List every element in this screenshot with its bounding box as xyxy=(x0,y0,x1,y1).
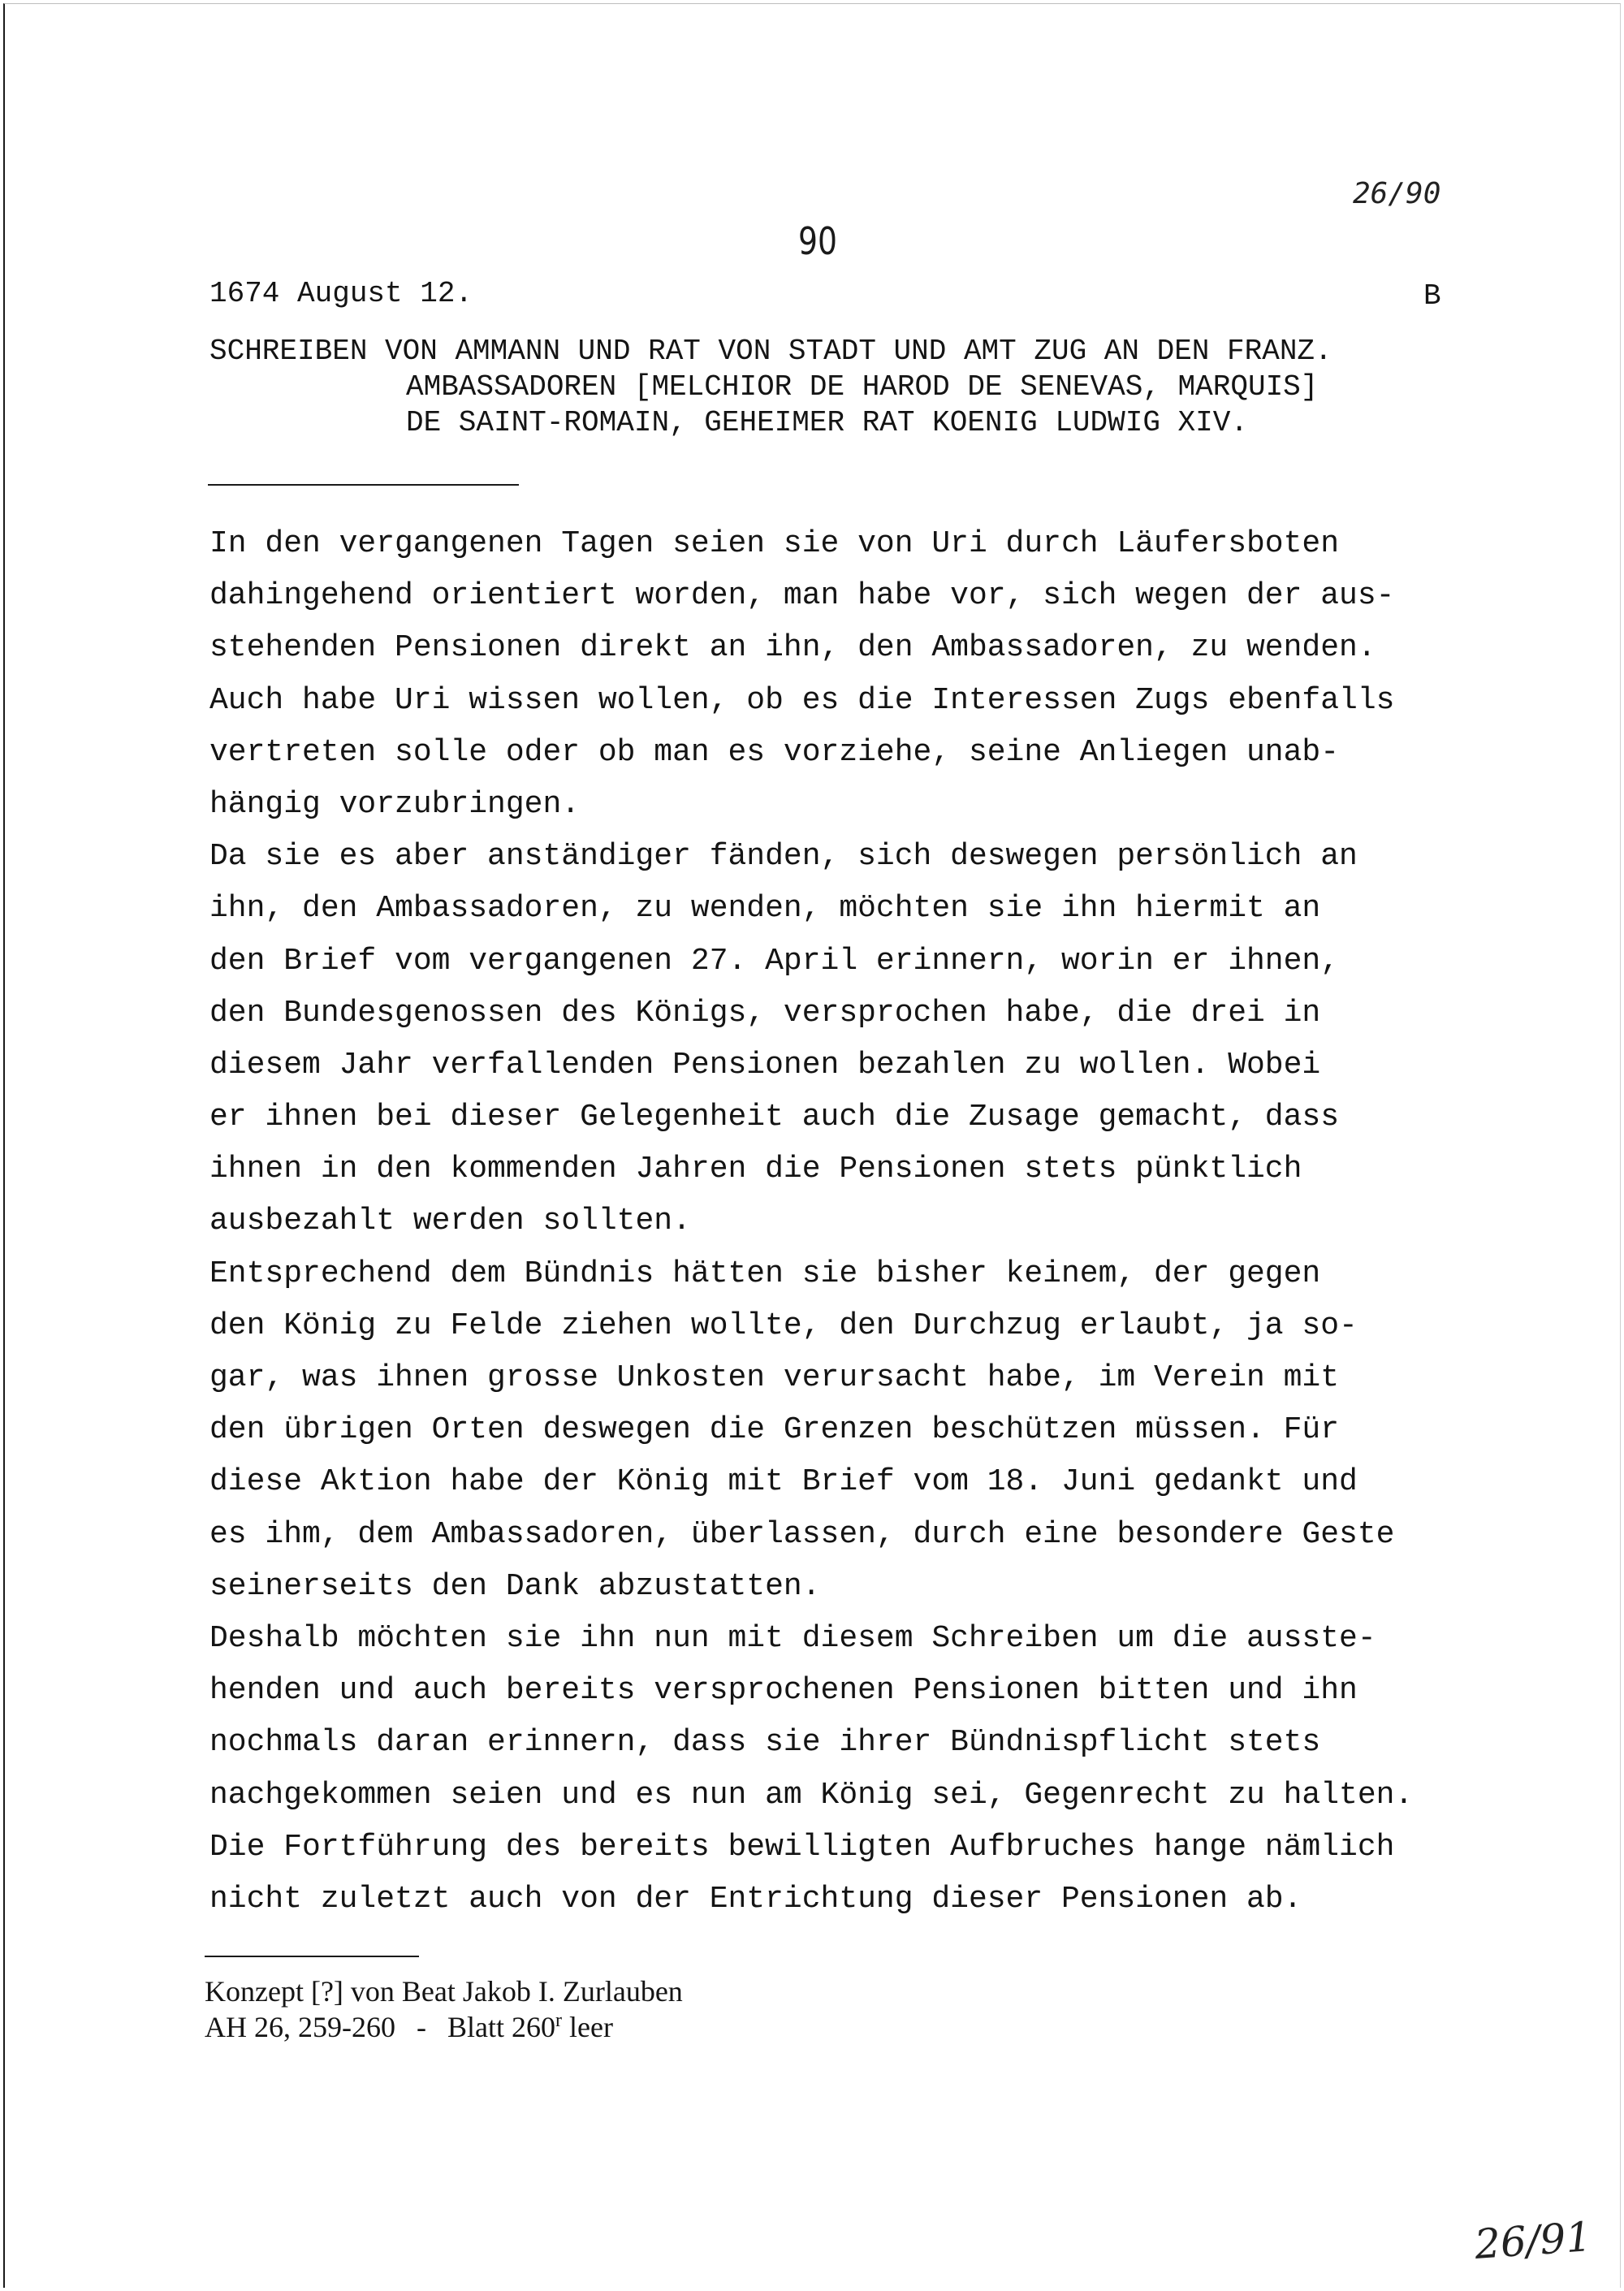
body-line: henden und auch bereits versprochenen Pensionen bitten und ihn xyxy=(209,1673,1358,1709)
body-text xyxy=(209,518,1476,1926)
section-letter: B xyxy=(1423,279,1441,313)
body-line: ihn, den Ambassadoren, zu wenden, möchten sie ihn hiermit an xyxy=(209,891,1321,927)
body-line: nicht zuletzt auch von der Entrichtung dieser Pensionen ab. xyxy=(209,1881,1302,1917)
body-line: den Bundesgenossen des Königs, versprochen habe, die drei in xyxy=(209,995,1321,1031)
footnote-blatt: Blatt 260 xyxy=(447,2011,555,2043)
document-heading xyxy=(209,334,1332,441)
body-line: es ihm, dem Ambassadoren, überlassen, durch eine besondere Geste xyxy=(209,1516,1395,1552)
body-line: Entsprechend dem Bündnis hätten sie bisher keinem, der gegen xyxy=(209,1256,1321,1291)
footnote-superscript: r xyxy=(555,2010,562,2031)
archive-reference-handwritten: 26/91 xyxy=(1473,2213,1593,2268)
footnote-line-1: Konzept [?] von Beat Jakob I. Zurlauben xyxy=(205,1975,683,2008)
archive-reference-top: 26/90 xyxy=(1353,177,1441,210)
body-line: vertreten solle oder ob man es vorziehe, seine Anliegen unab- xyxy=(209,734,1340,770)
body-line: gar, was ihnen grosse Unkosten verursacht habe, im Verein mit xyxy=(209,1360,1340,1395)
body-line: nochmals daran erinnern, dass sie ihrer Bündnispflicht stets xyxy=(209,1725,1321,1761)
body-line: den übrigen Orten deswegen die Grenzen beschützen müssen. Für xyxy=(209,1412,1340,1448)
body-line: ausbezahlt werden sollten. xyxy=(209,1204,691,1239)
body-line: ihnen in den kommenden Jahren die Pensionen stets pünktlich xyxy=(209,1152,1302,1187)
body-line: seinerseits den Dank abzustatten. xyxy=(209,1568,821,1604)
footnote xyxy=(205,1973,683,2045)
body-line: In den vergangenen Tagen seien sie von Uri durch Läufersboten xyxy=(209,526,1340,561)
body-line: er ihnen bei dieser Gelegenheit auch die Zusage gemacht, dass xyxy=(209,1100,1340,1135)
body-line: Deshalb möchten sie ihn nun mit diesem Schreiben um die ausste- xyxy=(209,1620,1376,1656)
heading-line-3: DE SAINT-ROMAIN, GEHEIMER RAT KOENIG LUDWIG XIV. xyxy=(406,406,1248,439)
footnote-dash: - xyxy=(416,2011,426,2043)
document-date: 1674 August 12. xyxy=(209,277,473,310)
heading-line-1: SCHREIBEN VON AMMANN UND RAT VON STADT UND AMT ZUG AN DEN FRANZ. xyxy=(209,335,1332,368)
body-line: den König zu Felde ziehen wollte, den Durchzug erlaubt, ja so- xyxy=(209,1308,1358,1343)
body-line: nachgekommen seien und es nun am König sei, Gegenrecht zu halten. xyxy=(209,1777,1414,1813)
body-line: hängig vorzubringen. xyxy=(209,786,581,822)
heading-line-2: AMBASSADOREN [MELCHIOR DE HAROD DE SENEVAS, MARQUIS] xyxy=(406,370,1319,404)
footnote-line-2 xyxy=(205,2009,683,2045)
body-line: Auch habe Uri wissen wollen, ob es die Interessen Zugs ebenfalls xyxy=(209,682,1395,718)
heading-separator-rule xyxy=(208,484,519,486)
body-line: stehenden Pensionen direkt an ihn, den Ambassadoren, zu wenden. xyxy=(209,630,1376,666)
body-line: Die Fortführung des bereits bewilligten Aufbruches hange nämlich xyxy=(209,1829,1395,1865)
footnote-separator-rule xyxy=(205,1956,419,1957)
body-line: Da sie es aber anständiger fänden, sich deswegen persönlich an xyxy=(209,839,1358,875)
footnote-archive-ref: AH 26, 259-260 xyxy=(205,2011,395,2043)
page-number: 90 xyxy=(798,219,838,263)
body-line: diesem Jahr verfallenden Pensionen bezahlen zu wollen. Wobei xyxy=(209,1047,1321,1083)
body-line: den Brief vom vergangenen 27. April erinnern, worin er ihnen, xyxy=(209,943,1340,979)
body-line: dahingehend orientiert worden, man habe vor, sich wegen der aus- xyxy=(209,578,1395,614)
footnote-suffix: leer xyxy=(561,2011,613,2043)
body-line: diese Aktion habe der König mit Brief vom 18. Juni gedankt und xyxy=(209,1464,1358,1500)
